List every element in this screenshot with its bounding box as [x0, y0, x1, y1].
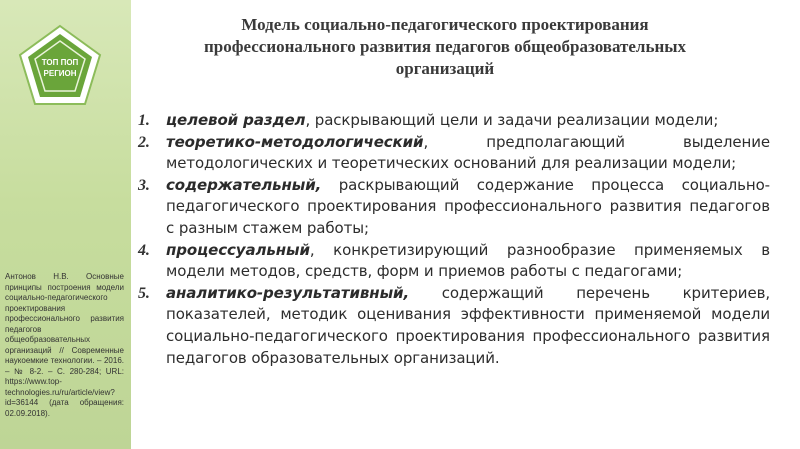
- citation-text: Антонов Н.В. Основные принципы построения модели социально-педагогического проектирования профессионального развития педагогов общеобразовательных организаций // Современные наукоемкие технологии. – 2016. – № 8-2. – С. 280-284; URL: https://www.top-technologies.ru/ru/article/view?id=36144 (дата обращения: 02.09.2018).: [5, 272, 124, 418]
- item-number: 5.: [138, 284, 150, 302]
- list-item: [138, 240, 770, 283]
- sidebar: [0, 0, 131, 449]
- item-number: 1.: [138, 112, 150, 129]
- item-text: , конкретизирующий разнообразие применяемых в модели методов, средств, форм и приемов работы с педагогами;: [166, 240, 770, 281]
- item-term: целевой раздел: [166, 111, 306, 129]
- item-text: содержащий перечень критериев, показателей, методик оценивания эффективности применяемой модели социально-педагогического проектирования профессионального развития педагогов образовательных организаций.: [166, 283, 770, 367]
- list-item: [138, 110, 770, 132]
- item-term: аналитико-результативный,: [166, 283, 410, 302]
- item-text: , предполагающий выделение методологических и теоретических оснований для реализации модели;: [166, 132, 770, 173]
- item-term: процессуальный: [166, 240, 310, 259]
- item-number: 2.: [138, 133, 150, 151]
- pentagon-logo-icon: [18, 24, 102, 108]
- item-text: раскрывающий содержание процесса социально-педагогического проектирования профессионального развития педагогов с разным стажем работы;: [166, 175, 770, 237]
- svg-text:РЕГИОН: РЕГИОН: [43, 69, 77, 78]
- slide-title: Модель социально-педагогического проектирования профессионального развития педагогов общеобразовательных организаций: [203, 15, 687, 78]
- list-item: [138, 283, 770, 369]
- item-text: , раскрывающий цели и задачи реализации модели;: [305, 111, 719, 129]
- item-number: 4.: [138, 241, 150, 259]
- item-term: теоретико-методологический: [166, 132, 424, 151]
- components-list: [138, 110, 770, 369]
- list-item: [138, 175, 770, 240]
- list-item: [138, 132, 770, 175]
- item-number: 3.: [138, 176, 150, 194]
- item-term: содержательный,: [166, 175, 322, 194]
- svg-text:ТОП ПОП: ТОП ПОП: [41, 58, 79, 67]
